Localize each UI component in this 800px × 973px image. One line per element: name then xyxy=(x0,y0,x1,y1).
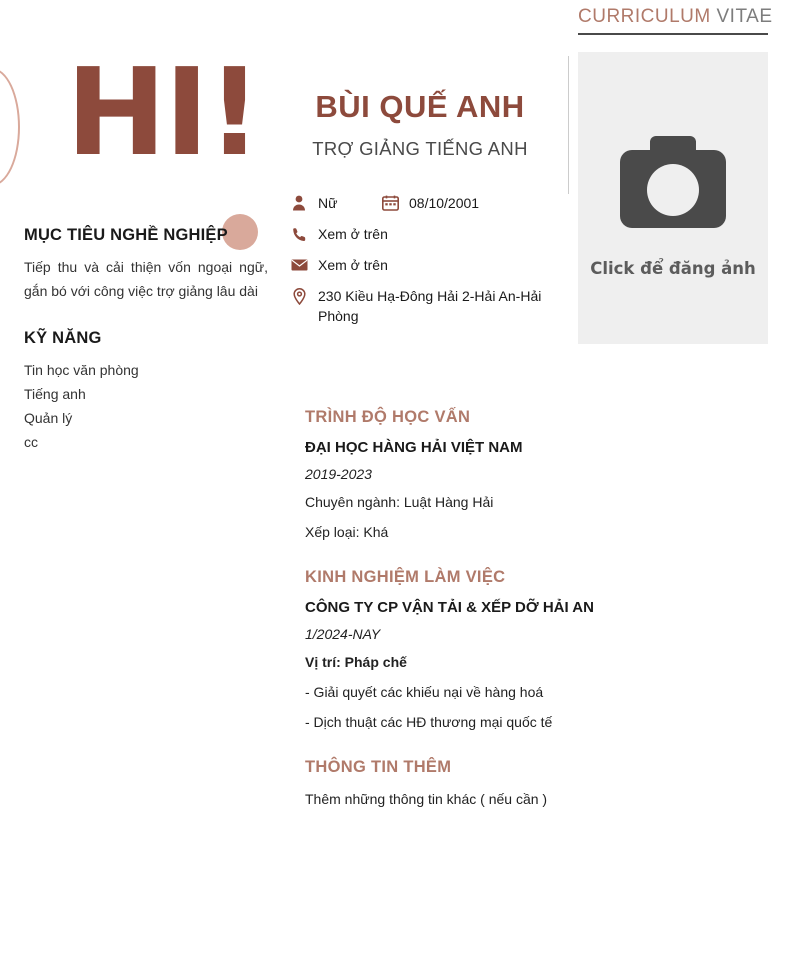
contact-row-phone xyxy=(288,224,568,244)
education-school: ĐẠI HỌC HÀNG HẢI VIỆT NAM xyxy=(305,439,523,456)
experience-heading: KINH NGHIỆM LÀM VIỆC xyxy=(305,568,506,586)
hero-greeting-block xyxy=(0,44,270,194)
location-pin-icon xyxy=(288,286,310,306)
additional-info-text: Thêm những thông tin khác ( nếu cần ) xyxy=(305,791,548,807)
experience-task: - Dịch thuật các HĐ thương mại quốc tế xyxy=(305,714,553,730)
profile-name-block xyxy=(280,88,560,160)
contact-address: 230 Kiều Hạ-Đông Hải 2-Hải An-Hải Phòng xyxy=(318,288,542,324)
list-item: Tiếng anh xyxy=(24,386,86,402)
contact-birthday: 08/10/2001 xyxy=(409,195,480,211)
photo-upload-box[interactable] xyxy=(578,52,768,344)
objective-text: Tiếp thu và cải thiện vốn ngoại ngữ, gắn bó với công việc trợ giảng lâu dài xyxy=(24,259,268,299)
person-icon xyxy=(288,193,310,213)
additional-info-heading: THÔNG TIN THÊM xyxy=(305,758,452,776)
list-item: cc xyxy=(24,434,38,450)
experience-section xyxy=(305,568,745,732)
contact-phone: Xem ở trên xyxy=(318,226,388,242)
photo-upload-caption: Click để đăng ảnh xyxy=(590,259,756,278)
cv-header-word-curriculum: CURRICULUM xyxy=(578,6,711,27)
cv-header xyxy=(578,6,773,35)
candidate-job-title: TRỢ GIẢNG TIẾNG ANH xyxy=(312,138,528,159)
experience-company: CÔNG TY CP VẬN TẢI & XẾP DỠ HẢI AN xyxy=(305,599,594,616)
additional-info-section xyxy=(305,758,745,809)
experience-period: 1/2024-NAY xyxy=(305,626,381,642)
experience-position: Vị trí: Pháp chế xyxy=(305,654,407,670)
contact-row-address xyxy=(288,286,568,326)
contact-gender: Nữ xyxy=(318,195,338,211)
candidate-name: BÙI QUẾ ANH xyxy=(315,89,525,124)
education-grade: Xếp loại: Khá xyxy=(305,524,389,540)
list-item: Quản lý xyxy=(24,410,73,426)
objective-heading: MỤC TIÊU NGHỀ NGHIỆP xyxy=(24,226,228,244)
hero-greeting-text: HI! xyxy=(66,44,260,183)
contact-row-gender-birthday xyxy=(288,193,568,213)
education-major: Chuyên ngành: Luật Hàng Hải xyxy=(305,494,494,510)
education-section xyxy=(305,408,745,542)
camera-icon xyxy=(614,128,732,243)
mail-icon xyxy=(288,255,310,275)
skills-heading: KỸ NĂNG xyxy=(24,329,102,347)
phone-icon xyxy=(288,224,310,244)
main-content xyxy=(305,408,745,809)
decorative-arc xyxy=(0,68,20,186)
contact-email: Xem ở trên xyxy=(318,257,388,273)
calendar-icon xyxy=(379,193,401,213)
left-sidebar xyxy=(24,226,268,454)
education-period: 2019-2023 xyxy=(305,466,372,482)
vertical-divider xyxy=(568,56,569,194)
contact-info xyxy=(288,193,568,337)
cv-header-word-vitae: VITAE xyxy=(710,6,773,27)
education-heading: TRÌNH ĐỘ HỌC VẤN xyxy=(305,408,471,426)
contact-row-email xyxy=(288,255,568,275)
experience-task: - Giải quyết các khiếu nại về hàng hoá xyxy=(305,684,544,700)
list-item: Tin học văn phòng xyxy=(24,362,139,378)
